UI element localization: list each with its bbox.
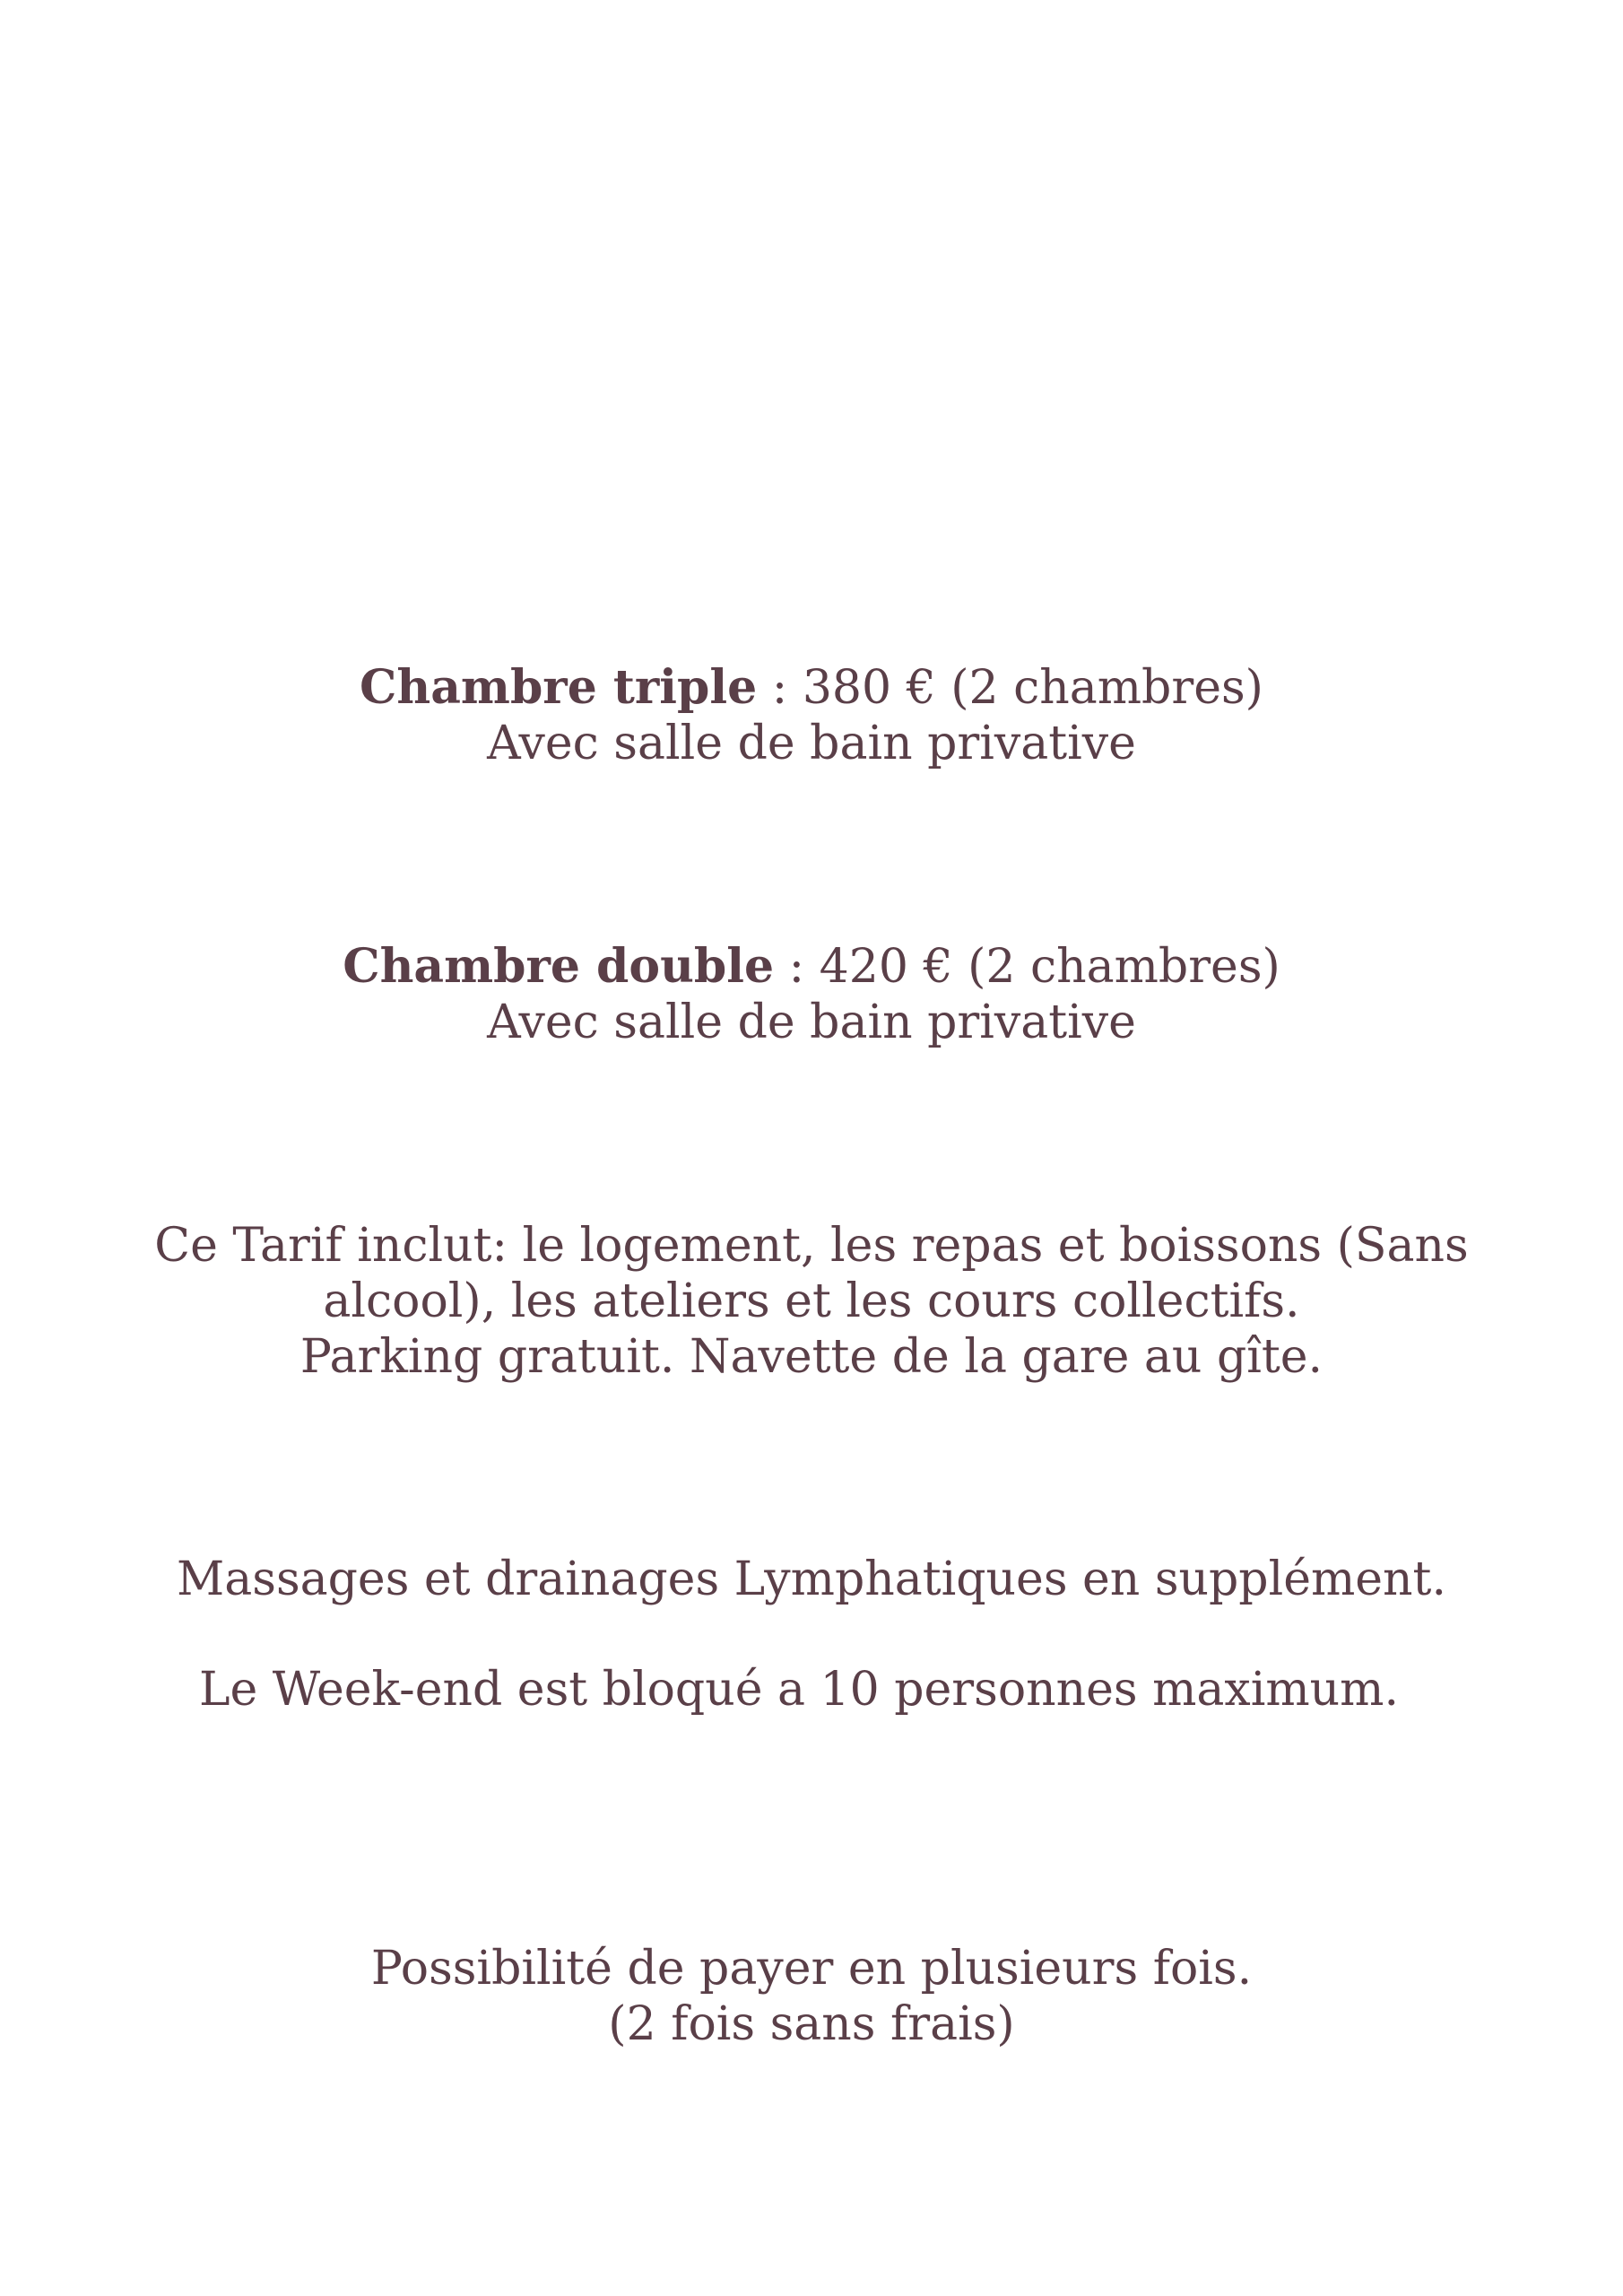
double-room-detail: Avec salle de bain privative bbox=[487, 996, 1136, 1049]
payment-section bbox=[0, 1941, 1623, 2052]
triple-room-section bbox=[0, 660, 1623, 771]
double-room-section bbox=[0, 939, 1623, 1050]
massages-text: Massages et drainages Lymphatiques en supplément. bbox=[177, 1552, 1446, 1606]
massages-note bbox=[0, 1552, 1623, 1607]
double-room-separator: : bbox=[774, 940, 820, 994]
triple-room-name: Chambre triple bbox=[360, 660, 758, 715]
included-section bbox=[0, 1218, 1623, 1385]
capacity-note bbox=[0, 1662, 1610, 1718]
capacity-text: Le Week-end est bloqué a 10 personnes maximum. bbox=[198, 1663, 1400, 1717]
included-line-2: alcool), les ateliers et les cours collectifs. bbox=[323, 1274, 1300, 1328]
triple-room-price: 380 € bbox=[802, 661, 936, 715]
double-room-price: 420 € bbox=[819, 940, 953, 994]
included-line-1: Ce Tarif inclut: le logement, les repas et boissons (Sans bbox=[154, 1219, 1469, 1273]
double-room-name: Chambre double bbox=[343, 939, 775, 994]
payment-line-2: (2 fois sans frais) bbox=[608, 1997, 1015, 2051]
triple-room-detail: Avec salle de bain privative bbox=[487, 717, 1136, 770]
payment-line-1: Possibilité de payer en plusieurs fois. bbox=[370, 1942, 1253, 1996]
double-room-count: (2 chambres) bbox=[968, 940, 1280, 994]
double-room-price-line bbox=[0, 939, 1623, 995]
included-line-3: Parking gratuit. Navette de la gare au gîte. bbox=[299, 1330, 1324, 1384]
triple-room-count: (2 chambres) bbox=[950, 661, 1263, 715]
triple-room-price-line bbox=[0, 660, 1623, 716]
triple-room-separator: : bbox=[757, 661, 803, 715]
